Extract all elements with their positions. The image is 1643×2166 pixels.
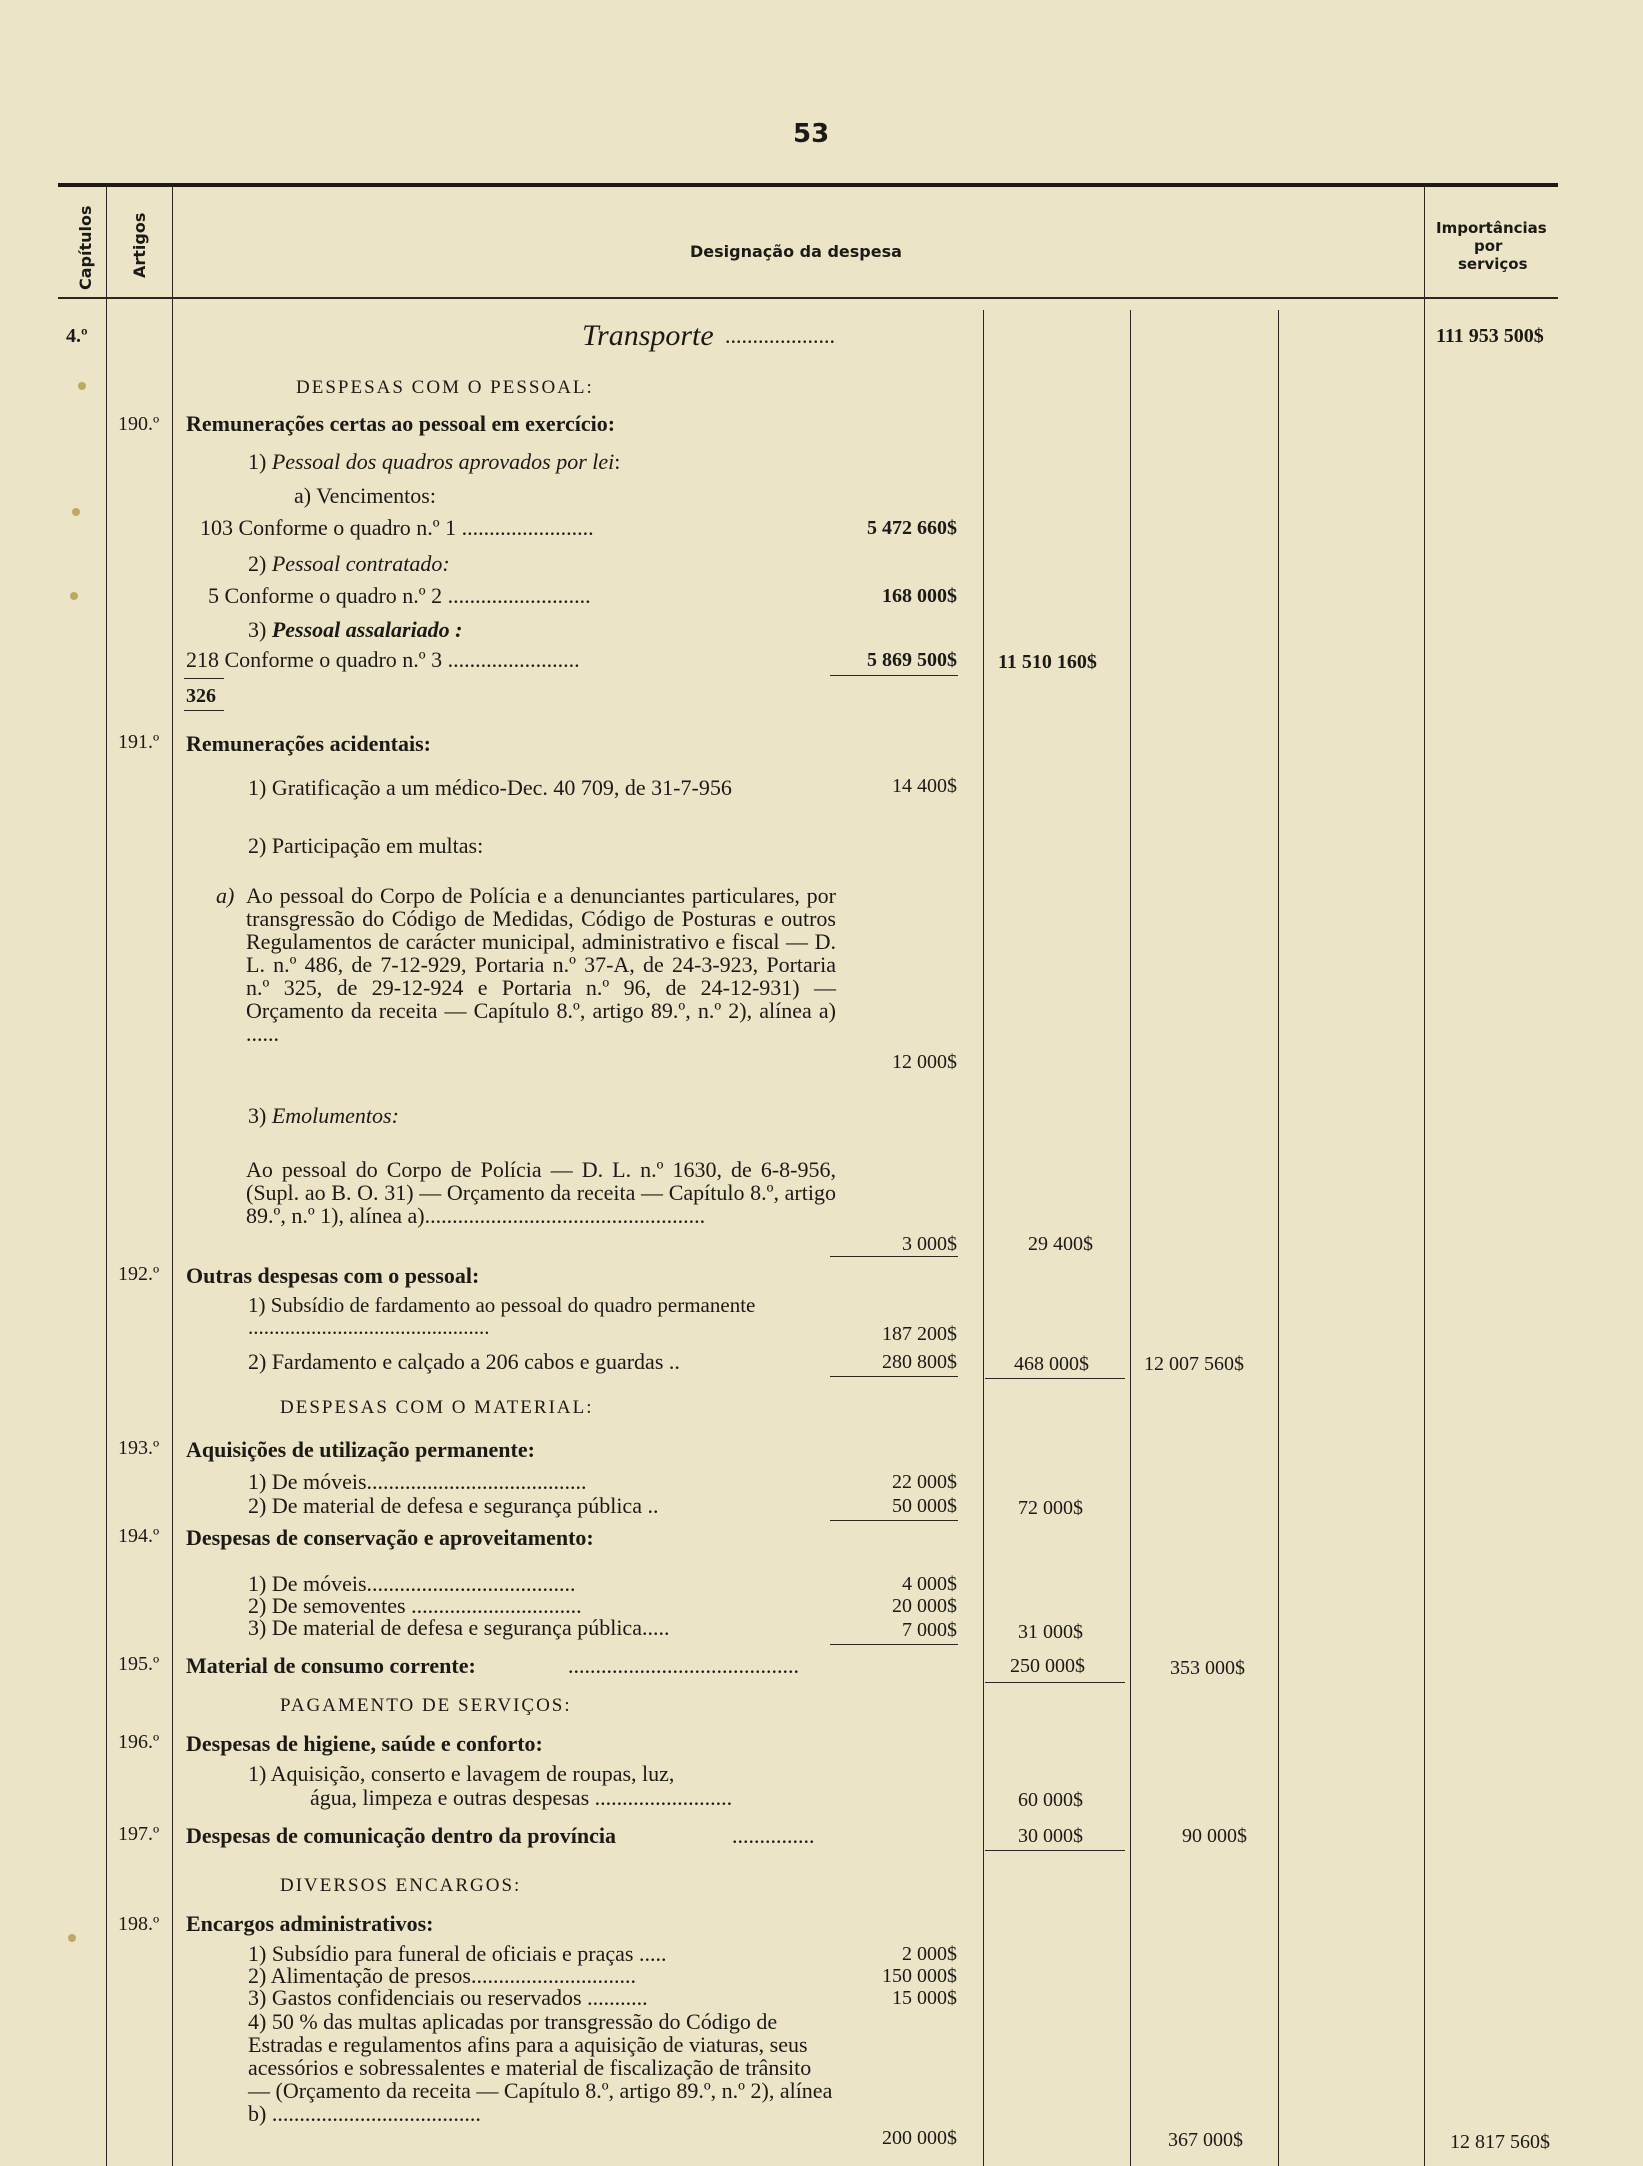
subtotal: 29 400$ xyxy=(1028,1233,1093,1255)
article-number: 198.º xyxy=(118,1913,160,1935)
line-text: 1) Gratificação a um médico-Dec. 40 709, de 31-7-956 xyxy=(248,775,732,800)
article-number: 194.º xyxy=(118,1525,160,1547)
grand-subtotal: 367 000$ xyxy=(1168,2129,1243,2151)
amount: 15 000$ xyxy=(892,1987,957,2009)
paragraph: Ao pessoal do Corpo de Polícia e a denunciantes particulares, por transgressão do Código de Medidas, Código de Posturas e outros Regulamentos de carácter municipal, administrativo e fiscal — D. L. n.º 486, de 7-12-929, Portaria n.º 37-A, de 24-3-923, Portaria n.º 325, de 29-12-924 e Portaria n.º 96, de 24-12-931) — Orçamento da receita — Capítulo 8.º, artigo 89.º, n.º 2), alínea a) ...... xyxy=(246,883,836,1046)
section-pessoal: DESPESAS COM O PESSOAL: xyxy=(296,377,594,398)
page-number: 53 xyxy=(793,119,830,149)
article-title: Aquisições de utilização permanente: xyxy=(186,1437,535,1462)
line-text: 218 Conforme o quadro n.º 3 ........................ xyxy=(186,647,580,672)
col-divider xyxy=(106,186,107,2166)
underline xyxy=(184,710,224,711)
final-total: 12 817 560$ xyxy=(1450,2131,1550,2153)
underline xyxy=(830,1520,958,1521)
article-number: 197.º xyxy=(118,1823,160,1845)
article-title: Remunerações acidentais: xyxy=(186,731,432,756)
underline xyxy=(985,1850,1125,1851)
header-capitulos: Capítulos xyxy=(76,205,95,290)
line-text: 3) De material de defesa e segurança pública..... xyxy=(248,1615,670,1640)
line-text: 2) De material de defesa e segurança pública .. xyxy=(248,1493,659,1518)
paper-speck xyxy=(78,382,86,390)
amount: 12 000$ xyxy=(892,1051,957,1073)
amount: 5 472 660$ xyxy=(867,517,957,539)
paper-speck xyxy=(72,508,80,516)
paper-speck xyxy=(68,1934,76,1942)
header-artigos: Artigos xyxy=(130,212,149,278)
article-title: Encargos administrativos: xyxy=(186,1911,434,1936)
header-designacao: Designação da despesa xyxy=(690,242,902,261)
subtotal: 60 000$ xyxy=(1018,1789,1083,1811)
section-diversos: DIVERSOS ENCARGOS: xyxy=(280,1875,522,1896)
article-title: Outras despesas com o pessoal: xyxy=(186,1263,480,1288)
line-text: 103 Conforme o quadro n.º 1 ........................ xyxy=(200,515,594,540)
underline xyxy=(830,675,958,676)
article-number: 193.º xyxy=(118,1437,160,1459)
line-dots: ............... xyxy=(732,1823,815,1848)
top-rule xyxy=(58,183,1558,187)
line-text: 2) De semoventes ............................... xyxy=(248,1593,582,1618)
header-importancias: Importâncias xyxy=(1436,219,1547,237)
underline xyxy=(985,1378,1125,1379)
col-divider xyxy=(1130,310,1131,2166)
line-text: 2) Pessoal contratado: xyxy=(248,551,450,576)
article-title: Material de consumo corrente: xyxy=(186,1653,476,1678)
subtotal: 250 000$ xyxy=(1010,1655,1085,1677)
line-text: 3) Pessoal assalariado : xyxy=(248,617,463,642)
header-rule xyxy=(58,297,1558,299)
col-divider xyxy=(1424,186,1425,2166)
underline xyxy=(184,678,224,679)
col-divider xyxy=(983,310,984,2166)
staff-total: 326 xyxy=(186,685,216,707)
subtotal: 468 000$ xyxy=(1014,1353,1089,1375)
underline xyxy=(830,1256,958,1257)
article-number: 196.º xyxy=(118,1731,160,1753)
paragraph: 1) Subsídio de fardamento ao pessoal do quadro permanente .............................................. xyxy=(248,1293,756,1339)
article-title: Despesas de higiene, saúde e conforto: xyxy=(186,1731,543,1756)
amount: 187 200$ xyxy=(882,1323,957,1345)
amount: 5 869 500$ xyxy=(867,649,957,671)
para-label: a) xyxy=(216,883,235,908)
amount: 150 000$ xyxy=(882,1965,957,1987)
line-text: 1) Pessoal dos quadros aprovados por lei: xyxy=(248,449,621,474)
article-number: 195.º xyxy=(118,1653,160,1675)
transporte-label: Transporte xyxy=(582,319,714,352)
amount: 22 000$ xyxy=(892,1471,957,1493)
line-text: 1) Subsídio para funeral de oficiais e praças ..... xyxy=(248,1941,667,1966)
subtotal: 31 000$ xyxy=(1018,1621,1083,1643)
underline xyxy=(830,1376,958,1377)
amount: 20 000$ xyxy=(892,1595,957,1617)
underline xyxy=(985,1682,1125,1683)
article-title: Despesas de comunicação dentro da província xyxy=(186,1823,617,1848)
article-number: 190.º xyxy=(118,413,160,435)
col-divider xyxy=(172,186,173,2166)
paragraph: 4) 50 % das multas aplicadas por transgressão do Código de Estradas e regulamentos afins para a aquisição de viaturas, seus acessórios e sobressalentes e material de fiscalização de trânsito — (Orçamento da receita — Capítulo 8.º, artigo 89.º, n.º 2), alínea b) ...................................... xyxy=(248,2009,833,2126)
amount: 2 000$ xyxy=(902,1943,957,1965)
amount: 280 800$ xyxy=(882,1351,957,1373)
line-text: 5 Conforme o quadro n.º 2 .......................... xyxy=(208,583,591,608)
subtotal: 30 000$ xyxy=(1018,1825,1083,1847)
underline xyxy=(830,1644,958,1645)
grand-subtotal: 12 007 560$ xyxy=(1144,1353,1244,1375)
transporte-dots: .................... xyxy=(725,323,835,348)
subtotal: 72 000$ xyxy=(1018,1497,1083,1519)
chapter-number: 4.º xyxy=(66,325,88,347)
col-divider xyxy=(1278,310,1279,2166)
article-number: 191.º xyxy=(118,731,160,753)
line-text: água, limpeza e outras despesas ......................... xyxy=(310,1785,733,1810)
article-title: Remunerações certas ao pessoal em exercício: xyxy=(186,411,616,436)
line-text: a) Vencimentos: xyxy=(294,483,436,508)
article-title: Despesas de conservação e aproveitamento: xyxy=(186,1525,594,1550)
paragraph: Ao pessoal do Corpo de Polícia — D. L. n.º 1630, de 6-8-956, (Supl. ao B. O. 31) — Orçamento da receita — Capítulo 8.º, artigo 89.º, n.º 1), alínea a)................................................... xyxy=(246,1157,836,1228)
line-text: 2) Participação em multas: xyxy=(248,833,484,858)
line-text: 3) Emolumentos: xyxy=(248,1103,399,1128)
section-material: DESPESAS COM O MATERIAL: xyxy=(280,1397,594,1418)
line-dots: .......................................... xyxy=(568,1653,799,1678)
subtotal: 11 510 160$ xyxy=(998,651,1097,673)
grand-subtotal: 90 000$ xyxy=(1182,1825,1247,1847)
line-text: 1) De móveis...................................... xyxy=(248,1571,576,1596)
amount: 50 000$ xyxy=(892,1495,957,1517)
section-pagamento: PAGAMENTO DE SERVIÇOS: xyxy=(280,1695,572,1716)
transporte-amount: 111 953 500$ xyxy=(1436,325,1544,347)
line-text: 2) Alimentação de presos.............................. xyxy=(248,1963,636,1988)
amount: 7 000$ xyxy=(902,1619,957,1641)
header-por: por xyxy=(1474,237,1503,255)
line-text: 2) Fardamento e calçado a 206 cabos e guardas .. xyxy=(248,1349,680,1374)
amount: 200 000$ xyxy=(882,2127,957,2149)
paper-speck xyxy=(70,592,78,600)
grand-subtotal: 353 000$ xyxy=(1170,1657,1245,1679)
line-text: 1) De móveis........................................ xyxy=(248,1469,587,1494)
amount: 14 400$ xyxy=(892,775,957,797)
amount: 168 000$ xyxy=(882,585,957,607)
article-number: 192.º xyxy=(118,1263,160,1285)
line-text: 1) Aquisição, conserto e lavagem de roupas, luz, xyxy=(248,1761,675,1786)
header-servicos: serviços xyxy=(1458,255,1528,273)
amount: 3 000$ xyxy=(902,1233,957,1255)
line-text: 3) Gastos confidenciais ou reservados ........... xyxy=(248,1985,648,2010)
amount: 4 000$ xyxy=(902,1573,957,1595)
